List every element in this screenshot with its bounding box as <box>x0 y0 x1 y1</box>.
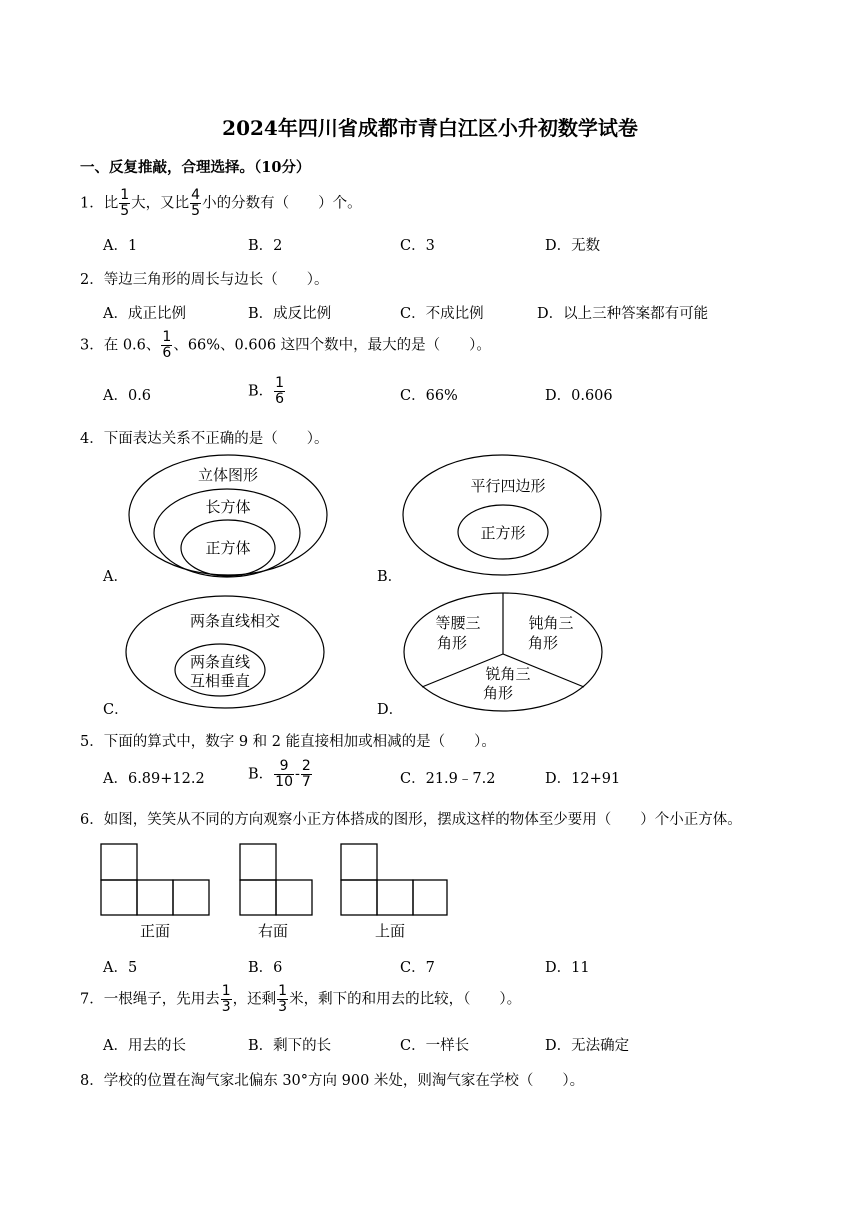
diagram-d <box>398 590 608 714</box>
diagram-d-obtuse-1: 钝角三 <box>528 614 574 632</box>
question-3 <box>80 330 491 361</box>
question-6: 6．如图，笑笑从不同的方向观察小正方体搭成的图形，摆成这样的物体至少要用（ ）个小正方体。 <box>80 812 742 828</box>
q7-option-a: A．用去的长 <box>103 1038 186 1054</box>
diagram-d-obtuse-2: 角形 <box>527 634 559 652</box>
diagram-d-isosceles-1: 等腰三 <box>435 614 481 632</box>
q7-text-a: 7．一根绳子，先用去 <box>80 991 220 1008</box>
q3-text-a: 3．在 0.6、 <box>80 337 161 354</box>
q3-option-b: B． $\frac{1}{6}$ <box>248 375 285 407</box>
q7-text-c: 米，剩下的和用去的比较，（ ）。 <box>289 991 522 1008</box>
diagram-c-inner-label-2: 互相垂直 <box>189 672 251 690</box>
q1-fraction-1: $\frac{1}{5}$ <box>120 187 130 219</box>
q6-option-c: C．7 <box>400 960 435 976</box>
q4-label-b: B． <box>377 569 403 585</box>
diagram-d-acute-2: 角形 <box>482 684 514 702</box>
q1-option-a: A．1 <box>103 238 138 254</box>
question-2: 2．等边三角形的周长与边长（ ）。 <box>80 272 329 288</box>
q1-text-b: 大，又比 <box>131 195 190 212</box>
q7-option-b: B．剩下的长 <box>248 1038 332 1054</box>
diagram-a-inner-label: 正方体 <box>205 539 251 557</box>
question-5: 5．下面的算式中，数字 9 和 2 能直接相加或相减的是（ ）。 <box>80 734 496 750</box>
q5-option-b-fraction-1: $\frac{9}{10}$ <box>275 758 293 790</box>
view-top-label: 上面 <box>374 922 406 940</box>
diagram-c <box>120 594 335 714</box>
q1-option-d: D．无数 <box>545 238 601 254</box>
diagram-b-inner-label: 正方形 <box>480 524 526 542</box>
q5-option-b-fraction-2: $\frac{2}{7}$ <box>301 758 311 790</box>
q5-option-a: A．6.89+12.2 <box>103 771 205 787</box>
q1-text-c: 小的分数有（ ）个。 <box>202 195 362 212</box>
q5-option-b: B． $\frac{9}{10}$ - $\frac{2}{7}$ <box>248 758 311 790</box>
q6-option-b: B．6 <box>248 960 283 976</box>
diagram-b <box>398 452 608 580</box>
q2-option-d: D．以上三种答案都有可能 <box>537 306 709 322</box>
q7-option-c: C．一样长 <box>400 1038 470 1054</box>
q3-text-b: 、66%、0.606 这四个数中，最大的是（ ）。 <box>173 337 491 354</box>
diagram-b-outer-label: 平行四边形 <box>470 477 546 495</box>
q6-option-d: D．11 <box>545 960 590 976</box>
page-title: 2024年四川省成都市青白江区小升初数学试卷 <box>222 116 638 140</box>
diagram-a-middle-label: 长方体 <box>205 498 251 516</box>
q1-option-c: C．3 <box>400 238 435 254</box>
q3-option-d: D．0.606 <box>545 388 613 404</box>
q7-text-b: ，还剩 <box>232 991 277 1008</box>
question-1 <box>80 188 362 219</box>
q3-option-c: C．66% <box>400 388 458 404</box>
view-right-label: 右面 <box>257 922 289 940</box>
q3-option-a: A．0.6 <box>103 388 152 404</box>
q1-fraction-2: $\frac{4}{5}$ <box>191 187 201 219</box>
q5-option-c: C．21.9﹣7.2 <box>400 771 496 787</box>
q2-option-a: A．成正比例 <box>103 306 186 322</box>
q4-label-d: D． <box>377 702 404 718</box>
diagram-c-outer-label: 两条直线相交 <box>189 612 281 630</box>
diagram-d-acute-1: 锐角三 <box>485 665 531 683</box>
question-4: 4．下面表达关系不正确的是（ ）。 <box>80 431 329 447</box>
q2-option-b: B．成反比例 <box>248 306 332 322</box>
question-7 <box>80 984 521 1015</box>
diagram-c-inner-label-1: 两条直线 <box>189 653 251 671</box>
q1-text-a: 1．比 <box>80 195 119 212</box>
q7-fraction-1: $\frac{1}{3}$ <box>221 983 231 1015</box>
q4-label-c: C． <box>103 702 129 718</box>
diagram-a-outer-label: 立体图形 <box>197 466 259 484</box>
view-front-label: 正面 <box>139 922 171 940</box>
q3-option-b-fraction: $\frac{1}{6}$ <box>275 375 285 407</box>
q7-fraction-2: $\frac{1}{3}$ <box>278 983 288 1015</box>
q6-option-a: A．5 <box>103 960 138 976</box>
question-8: 8．学校的位置在淘气家北偏东 30°方向 900 米处，则淘气家在学校（ ）。 <box>80 1073 585 1089</box>
q3-fraction: $\frac{1}{6}$ <box>162 329 172 361</box>
diagram-a <box>120 452 340 580</box>
diagram-d-isosceles-2: 角形 <box>436 634 468 652</box>
three-views-figure <box>98 842 458 944</box>
q1-option-b: B．2 <box>248 238 283 254</box>
q2-option-c: C．不成比例 <box>400 306 484 322</box>
section-heading: 一、反复推敲，合理选择。（10分） <box>80 159 311 176</box>
q4-label-a: A． <box>103 569 128 585</box>
q7-option-d: D．无法确定 <box>545 1038 630 1054</box>
q5-option-d: D．12+91 <box>545 771 621 787</box>
